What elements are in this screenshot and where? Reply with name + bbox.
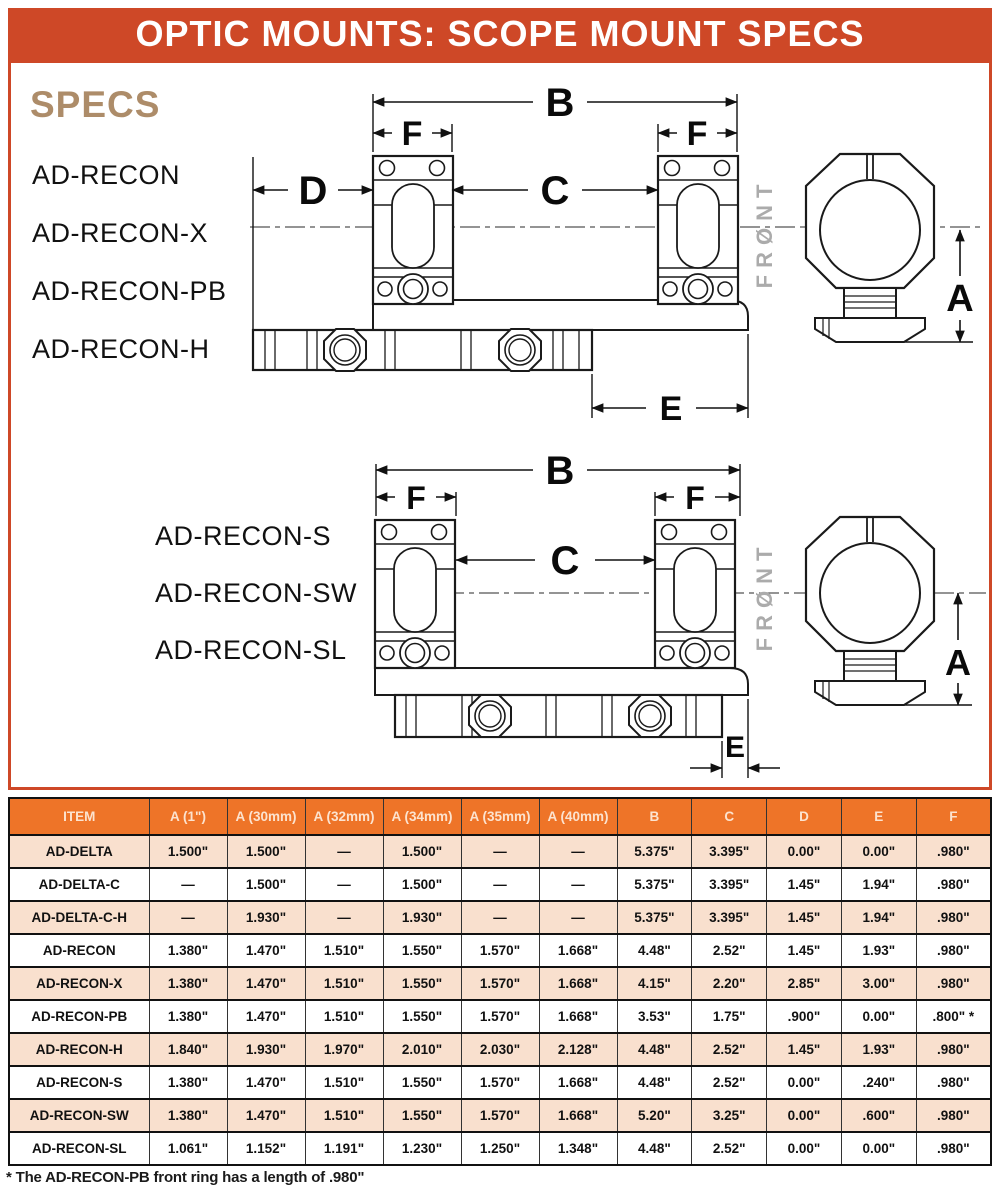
spec-value-cell: 1.45" [767, 934, 842, 967]
dim-label-f: F [406, 480, 426, 516]
spec-value-cell: 3.395" [692, 901, 767, 934]
ring-block-front [655, 520, 735, 668]
spec-value-cell: 1.348" [539, 1132, 617, 1165]
hex-nut [469, 695, 511, 737]
model-label-ad-recon-h: AD-RECON-H [32, 334, 210, 364]
dim-label-f: F [401, 115, 423, 153]
spec-value-cell: 1.570" [461, 1099, 539, 1132]
item-name-cell: AD-DELTA-C-H [9, 901, 149, 934]
spec-value-cell: 1.970" [305, 1033, 383, 1066]
model-label-ad-recon-sl: AD-RECON-SL [155, 635, 347, 665]
dim-label-e: E [724, 731, 746, 764]
spec-value-cell: 2.20" [692, 967, 767, 1000]
column-header: A (34mm) [383, 798, 461, 835]
spec-value-cell: 1.668" [539, 1000, 617, 1033]
hex-nut [629, 695, 671, 737]
spec-value-cell: 4.48" [617, 934, 692, 967]
table-row [9, 967, 991, 1000]
spec-value-cell: .980" [916, 1033, 991, 1066]
ring-block-front [658, 156, 738, 304]
spec-table-body [9, 835, 991, 1165]
column-header: F [916, 798, 991, 835]
spec-value-cell: 1.380" [149, 967, 227, 1000]
mount-diagram-recon [245, 78, 990, 448]
spec-value-cell: 0.00" [767, 1132, 842, 1165]
spec-value-cell: — [149, 868, 227, 901]
spec-value-cell: 1.570" [461, 967, 539, 1000]
spec-value-cell: 1.570" [461, 1066, 539, 1099]
spec-value-cell: — [461, 835, 539, 868]
spec-value-cell: 2.010" [383, 1033, 461, 1066]
spec-value-cell: 2.030" [461, 1033, 539, 1066]
column-header: A (30mm) [227, 798, 305, 835]
table-row [9, 1132, 991, 1165]
spec-value-cell: 1.500" [383, 835, 461, 868]
spec-value-cell: 1.93" [841, 934, 916, 967]
spec-value-cell: 1.250" [461, 1132, 539, 1165]
item-name-cell: AD-RECON-H [9, 1033, 149, 1066]
spec-value-cell: 1.230" [383, 1132, 461, 1165]
ring-block-rear [375, 520, 455, 668]
dim-label-a: A [946, 278, 974, 320]
column-header: C [692, 798, 767, 835]
hex-nut [499, 329, 541, 371]
dim-label-e: E [659, 390, 683, 428]
spec-value-cell: 1.191" [305, 1132, 383, 1165]
column-header: A (1") [149, 798, 227, 835]
spec-value-cell: 1.470" [227, 1099, 305, 1132]
spec-value-cell: 1.668" [539, 1099, 617, 1132]
spec-value-cell: 1.668" [539, 934, 617, 967]
spec-value-cell: 1.668" [539, 1066, 617, 1099]
table-footnote: * The AD-RECON-PB front ring has a length of .980" [6, 1169, 365, 1186]
table-row [9, 1099, 991, 1132]
ring-block-rear [373, 156, 453, 304]
mount-spine [375, 668, 748, 695]
dim-label-c: C [550, 539, 580, 583]
spec-value-cell: .980" [916, 901, 991, 934]
spec-value-cell: 1.500" [383, 868, 461, 901]
dim-label-f: F [685, 480, 705, 516]
item-name-cell: AD-RECON-SL [9, 1132, 149, 1165]
spec-value-cell: 1.380" [149, 1099, 227, 1132]
page-title: OPTIC MOUNTS: SCOPE MOUNT SPECS [8, 8, 992, 60]
spec-value-cell: — [305, 835, 383, 868]
spec-value-cell: 1.930" [227, 1033, 305, 1066]
spec-value-cell: 3.53" [617, 1000, 692, 1033]
column-header: ITEM [9, 798, 149, 835]
spec-value-cell: 1.500" [149, 835, 227, 868]
spec-value-cell: 4.15" [617, 967, 692, 1000]
spec-value-cell: 1.470" [227, 1000, 305, 1033]
spec-value-cell: 1.510" [305, 1066, 383, 1099]
spec-value-cell: — [539, 901, 617, 934]
model-label-ad-recon: AD-RECON [32, 160, 181, 190]
spec-value-cell: — [461, 868, 539, 901]
spec-value-cell: 2.52" [692, 1132, 767, 1165]
spec-value-cell: 4.48" [617, 1033, 692, 1066]
spec-value-cell: 1.510" [305, 1099, 383, 1132]
spec-value-cell: — [305, 901, 383, 934]
mount-diagram-recon-s [350, 450, 990, 785]
spec-value-cell: 1.570" [461, 1000, 539, 1033]
spec-value-cell: 1.510" [305, 1000, 383, 1033]
table-row [9, 1066, 991, 1099]
spec-value-cell: .600" [841, 1099, 916, 1132]
column-header: D [767, 798, 842, 835]
spec-value-cell: 1.94" [841, 901, 916, 934]
spec-value-cell: 1.840" [149, 1033, 227, 1066]
dim-label-d: D [298, 169, 328, 213]
spec-value-cell: 5.20" [617, 1099, 692, 1132]
spec-value-cell: 1.550" [383, 967, 461, 1000]
spec-value-cell: 3.00" [841, 967, 916, 1000]
spec-value-cell: — [149, 901, 227, 934]
spec-value-cell: .900" [767, 1000, 842, 1033]
ring-cross-section [806, 154, 934, 342]
hex-nut [324, 329, 366, 371]
spec-value-cell: 1.930" [383, 901, 461, 934]
item-name-cell: AD-DELTA-C [9, 868, 149, 901]
spec-value-cell: 1.061" [149, 1132, 227, 1165]
column-header: A (40mm) [539, 798, 617, 835]
table-row [9, 868, 991, 901]
spec-value-cell: 0.00" [841, 1000, 916, 1033]
column-header: A (35mm) [461, 798, 539, 835]
specs-heading: SPECS [30, 84, 161, 125]
spec-value-cell: .980" [916, 1132, 991, 1165]
model-label-ad-recon-sw: AD-RECON-SW [155, 578, 357, 608]
spec-value-cell: 0.00" [841, 835, 916, 868]
item-name-cell: AD-RECON-SW [9, 1099, 149, 1132]
spec-value-cell: .980" [916, 868, 991, 901]
item-name-cell: AD-RECON-S [9, 1066, 149, 1099]
spec-value-cell: .980" [916, 967, 991, 1000]
spec-value-cell: — [305, 868, 383, 901]
spec-value-cell: — [461, 901, 539, 934]
spec-value-cell: 4.48" [617, 1066, 692, 1099]
spec-value-cell: 3.25" [692, 1099, 767, 1132]
spec-value-cell: 5.375" [617, 835, 692, 868]
table-header-row [9, 798, 991, 835]
spec-value-cell: 2.52" [692, 934, 767, 967]
spec-value-cell: .240" [841, 1066, 916, 1099]
column-header: A (32mm) [305, 798, 383, 835]
spec-value-cell: 1.668" [539, 967, 617, 1000]
spec-value-cell: 1.470" [227, 1066, 305, 1099]
spec-value-cell: 1.570" [461, 934, 539, 967]
table-row [9, 901, 991, 934]
spec-table [8, 797, 992, 1166]
table-row [9, 835, 991, 868]
spec-value-cell: 1.510" [305, 967, 383, 1000]
spec-value-cell: .980" [916, 1066, 991, 1099]
model-label-ad-recon-x: AD-RECON-X [32, 218, 209, 248]
dim-label-c: C [540, 169, 570, 213]
spec-value-cell: 2.128" [539, 1033, 617, 1066]
column-header: E [841, 798, 916, 835]
item-name-cell: AD-DELTA [9, 835, 149, 868]
spec-value-cell: 1.94" [841, 868, 916, 901]
dim-label-b: B [545, 81, 575, 125]
spec-value-cell: 1.93" [841, 1033, 916, 1066]
front-label: FRØNT [752, 177, 777, 289]
spec-value-cell: 1.550" [383, 1066, 461, 1099]
spec-value-cell: .980" [916, 934, 991, 967]
spec-value-cell: 0.00" [767, 835, 842, 868]
spec-value-cell: 1.45" [767, 901, 842, 934]
mount-rail [395, 695, 722, 737]
spec-value-cell: 5.375" [617, 868, 692, 901]
spec-value-cell: 0.00" [767, 1066, 842, 1099]
spec-value-cell: .980" [916, 1099, 991, 1132]
item-name-cell: AD-RECON [9, 934, 149, 967]
spec-value-cell: 1.510" [305, 934, 383, 967]
spec-value-cell: 1.500" [227, 835, 305, 868]
table-row [9, 1000, 991, 1033]
table-row [9, 934, 991, 967]
ring-cross-section [806, 517, 934, 705]
model-label-ad-recon-pb: AD-RECON-PB [32, 276, 227, 306]
spec-value-cell: 1.550" [383, 1000, 461, 1033]
spec-value-cell: 2.52" [692, 1066, 767, 1099]
spec-value-cell: 1.470" [227, 934, 305, 967]
spec-value-cell: — [539, 868, 617, 901]
spec-value-cell: 1.550" [383, 934, 461, 967]
dim-label-a: A [945, 642, 971, 683]
spec-value-cell: 1.45" [767, 1033, 842, 1066]
dim-label-f: F [686, 115, 708, 153]
spec-value-cell: 1.500" [227, 868, 305, 901]
column-header: B [617, 798, 692, 835]
front-label: FRØNT [752, 540, 777, 652]
spec-value-cell: 3.395" [692, 868, 767, 901]
spec-value-cell: 5.375" [617, 901, 692, 934]
spec-value-cell: 1.152" [227, 1132, 305, 1165]
spec-value-cell: 0.00" [841, 1132, 916, 1165]
spec-value-cell: 0.00" [767, 1099, 842, 1132]
table-row [9, 1033, 991, 1066]
item-name-cell: AD-RECON-PB [9, 1000, 149, 1033]
spec-value-cell: 2.52" [692, 1033, 767, 1066]
spec-value-cell: 1.930" [227, 901, 305, 934]
spec-value-cell: 1.550" [383, 1099, 461, 1132]
spec-value-cell: 1.75" [692, 1000, 767, 1033]
spec-value-cell: 1.45" [767, 868, 842, 901]
spec-value-cell: .980" [916, 835, 991, 868]
spec-value-cell: 1.380" [149, 934, 227, 967]
model-label-ad-recon-s: AD-RECON-S [155, 521, 332, 551]
item-name-cell: AD-RECON-X [9, 967, 149, 1000]
spec-value-cell: 3.395" [692, 835, 767, 868]
spec-value-cell: 2.85" [767, 967, 842, 1000]
spec-value-cell: 1.380" [149, 1000, 227, 1033]
spec-value-cell: .800" * [916, 1000, 991, 1033]
spec-value-cell: 1.470" [227, 967, 305, 1000]
dim-label-b: B [545, 450, 575, 493]
spec-value-cell: — [539, 835, 617, 868]
spec-value-cell: 1.380" [149, 1066, 227, 1099]
spec-value-cell: 4.48" [617, 1132, 692, 1165]
